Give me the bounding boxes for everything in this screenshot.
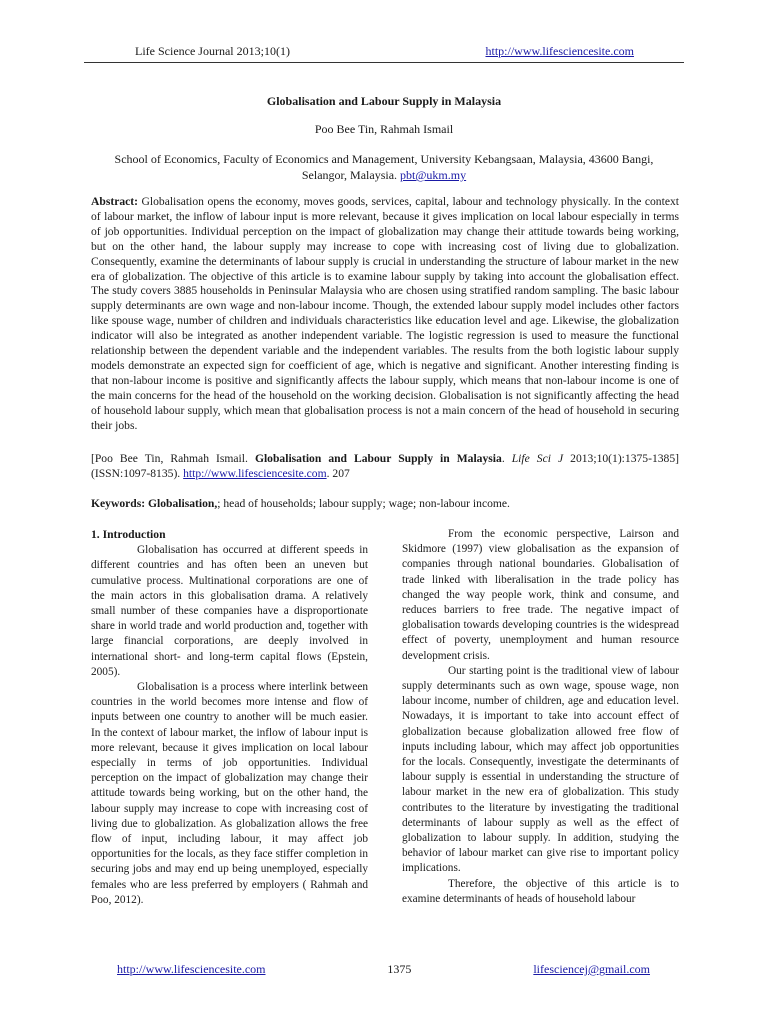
running-header bbox=[135, 44, 634, 59]
left-column bbox=[91, 527, 368, 908]
journal-citation: Life Science Journal 2013;10(1) bbox=[135, 44, 290, 58]
author-affiliation bbox=[84, 151, 684, 183]
citation-title: Globalisation and Labour Supply in Malaysia bbox=[254, 452, 502, 465]
citation-details: 2013;10(1):1375-1385] (ISSN:1097-8135). bbox=[91, 452, 679, 480]
footer-url-link[interactable]: http://www.lifesciencesite.com bbox=[117, 962, 266, 976]
section-heading-introduction: 1. Introduction bbox=[91, 528, 166, 541]
right-column bbox=[402, 527, 679, 907]
keywords-text: ; head of households; labour supply; wage; non-labour income. bbox=[217, 497, 510, 510]
paper-authors: Poo Bee Tin, Rahmah Ismail bbox=[314, 122, 454, 136]
citation-block: [Poo Bee Tin, Rahmah Ismail. Globalisation and Labour Supply in Malaysia. Life Sci J 2013;10(1):1375-1385] (ISSN:1097-8135). http://www.lifesciencesite.com. 207 bbox=[91, 452, 679, 480]
body-paragraph: From the economic perspective, Lairson and Skidmore (1997) view globalisation as the expansion of companies through national boundaries. Globalisation of trade linked with liberalisation in the trade policy has changed the way people work, think and consume, and reduces barriers to free trade. The negative impact of globalisation towards developing countries is the widespread effect of poverty, unemployment and human resource development crisis. bbox=[402, 528, 679, 662]
body-paragraph: Our starting point is the traditional view of labour supply determinants such as own wage, spouse wage, non labour income, number of children, age and education level. Nowadays, it is important to take into account effect of globalization because globalization allowed free flow of inputs including labour, which may affect job opportunities for the locals. Consequently, investigate the determinants of labour supply is essential in understanding the structure of labour market in the new era of globalization. This study contributes to the literature by investigating the traditional determinants of labour supply as well as the effect of globalization to labour supply. In addition, studying the behavior of labour market can give rise to important policy implications. bbox=[402, 664, 679, 875]
body-paragraph: Globalisation has occurred at different speeds in different countries and has often been an uneven but cumulative process. Multinational corporations are one of the main actors in this globalisation drama. A relatively small number of these companies have a disproportionate share in world trade and world production and, together with large financial corporations, are deeply involved in international short- and long-term capital flows (Epstein, 2005). bbox=[91, 544, 368, 678]
citation-suffix: . 207 bbox=[326, 466, 350, 480]
keywords-label: Keywords: Globalisation, bbox=[91, 497, 218, 510]
abstract-label: Abstract: bbox=[91, 195, 139, 208]
author-email-link[interactable]: pbt@ukm.my bbox=[400, 168, 467, 182]
page-footer bbox=[117, 962, 650, 977]
body-paragraph: Therefore, the objective of this article is to examine determinants of heads of household labour bbox=[402, 877, 679, 905]
citation-journal: Life Sci J bbox=[511, 452, 564, 465]
citation-prefix: [Poo Bee Tin, Rahmah Ismail. bbox=[91, 452, 248, 465]
abstract-text: Globalisation opens the economy, moves goods, services, capital, labour and technology physically. In the context of labour market, the inflow of labour input is more relevant, because it gives implication on local labour especially in terms of job opportunities. Individual perception on the impact of globalization may change their attitude towards being working, but on the other hand, the labour supply may increase to cope with increasing cost of living due to globalization. Consequently, examine the determinants of labour supply is crucial in understanding the structure of labour market in the new era of globalization. The objective of this article is to examine labour supply by taking into account the globalisation effect. The study covers 3885 households in Peninsular Malaysia who are chosen using stratified random sampling. The basic labour supply determinants are own wage and non-labour income. Though, the extended labour supply model includes other factors like spouse wage, number of children and individuals characteristics like education level and age. Likewise, the globalization indicator will also be integrated as another independent variable. The logistic regression is used to measure the functional relationship between the dependent variable and the independent variables. The results from the both logistic labour supply models demonstrate an expected sign for coefficient of age, which is negative and significant. Another interesting finding is that non-labour income is positive and significantly affects the labour supply, which means that non-labour income is one of the main concerns for the head of the household on the working decision. Globalisation is not significantly affecting the head of household labour supply, which mean that globalisation process is not a main concern of the head of household in securing their jobs. bbox=[91, 195, 679, 432]
keywords bbox=[91, 497, 679, 512]
header-url-link[interactable]: http://www.lifesciencesite.com bbox=[485, 44, 634, 58]
body-paragraph: Globalisation is a process where interlink between countries in the world becomes more intense and flow of inputs between one country to another will be much easier. In the context of labour market, the inflow of labour input is more relevant, because it gives implication on local labour especially in terms of job opportunities. Individual perception on the impact of globalization may change their attitude towards being working, but on the other hand, the labour supply may increase to cope with increasing cost of living due to globalization. As globalization allows the free flow of input, including labour, it may affect job opportunities for the locals, as they face stiffer completion in securing jobs and may end up being unemployed, especially females who are less preferred by employers ( Rahmah and Poo, 2012). bbox=[91, 681, 368, 906]
page-number: 1375 bbox=[387, 962, 412, 976]
affiliation-line-1: School of Economics, Faculty of Economics and Management, University Kebangsaan, Malaysia, 43600 Bangi, bbox=[114, 152, 654, 166]
citation-url-link[interactable]: http://www.lifesciencesite.com bbox=[183, 466, 327, 480]
affiliation-line-2: Selangor, Malaysia. bbox=[301, 168, 398, 182]
paper-title: Globalisation and Labour Supply in Malaysia bbox=[266, 94, 502, 108]
footer-email-link[interactable]: lifesciencej@gmail.com bbox=[533, 962, 650, 976]
abstract bbox=[91, 195, 679, 434]
header-divider bbox=[84, 62, 684, 63]
